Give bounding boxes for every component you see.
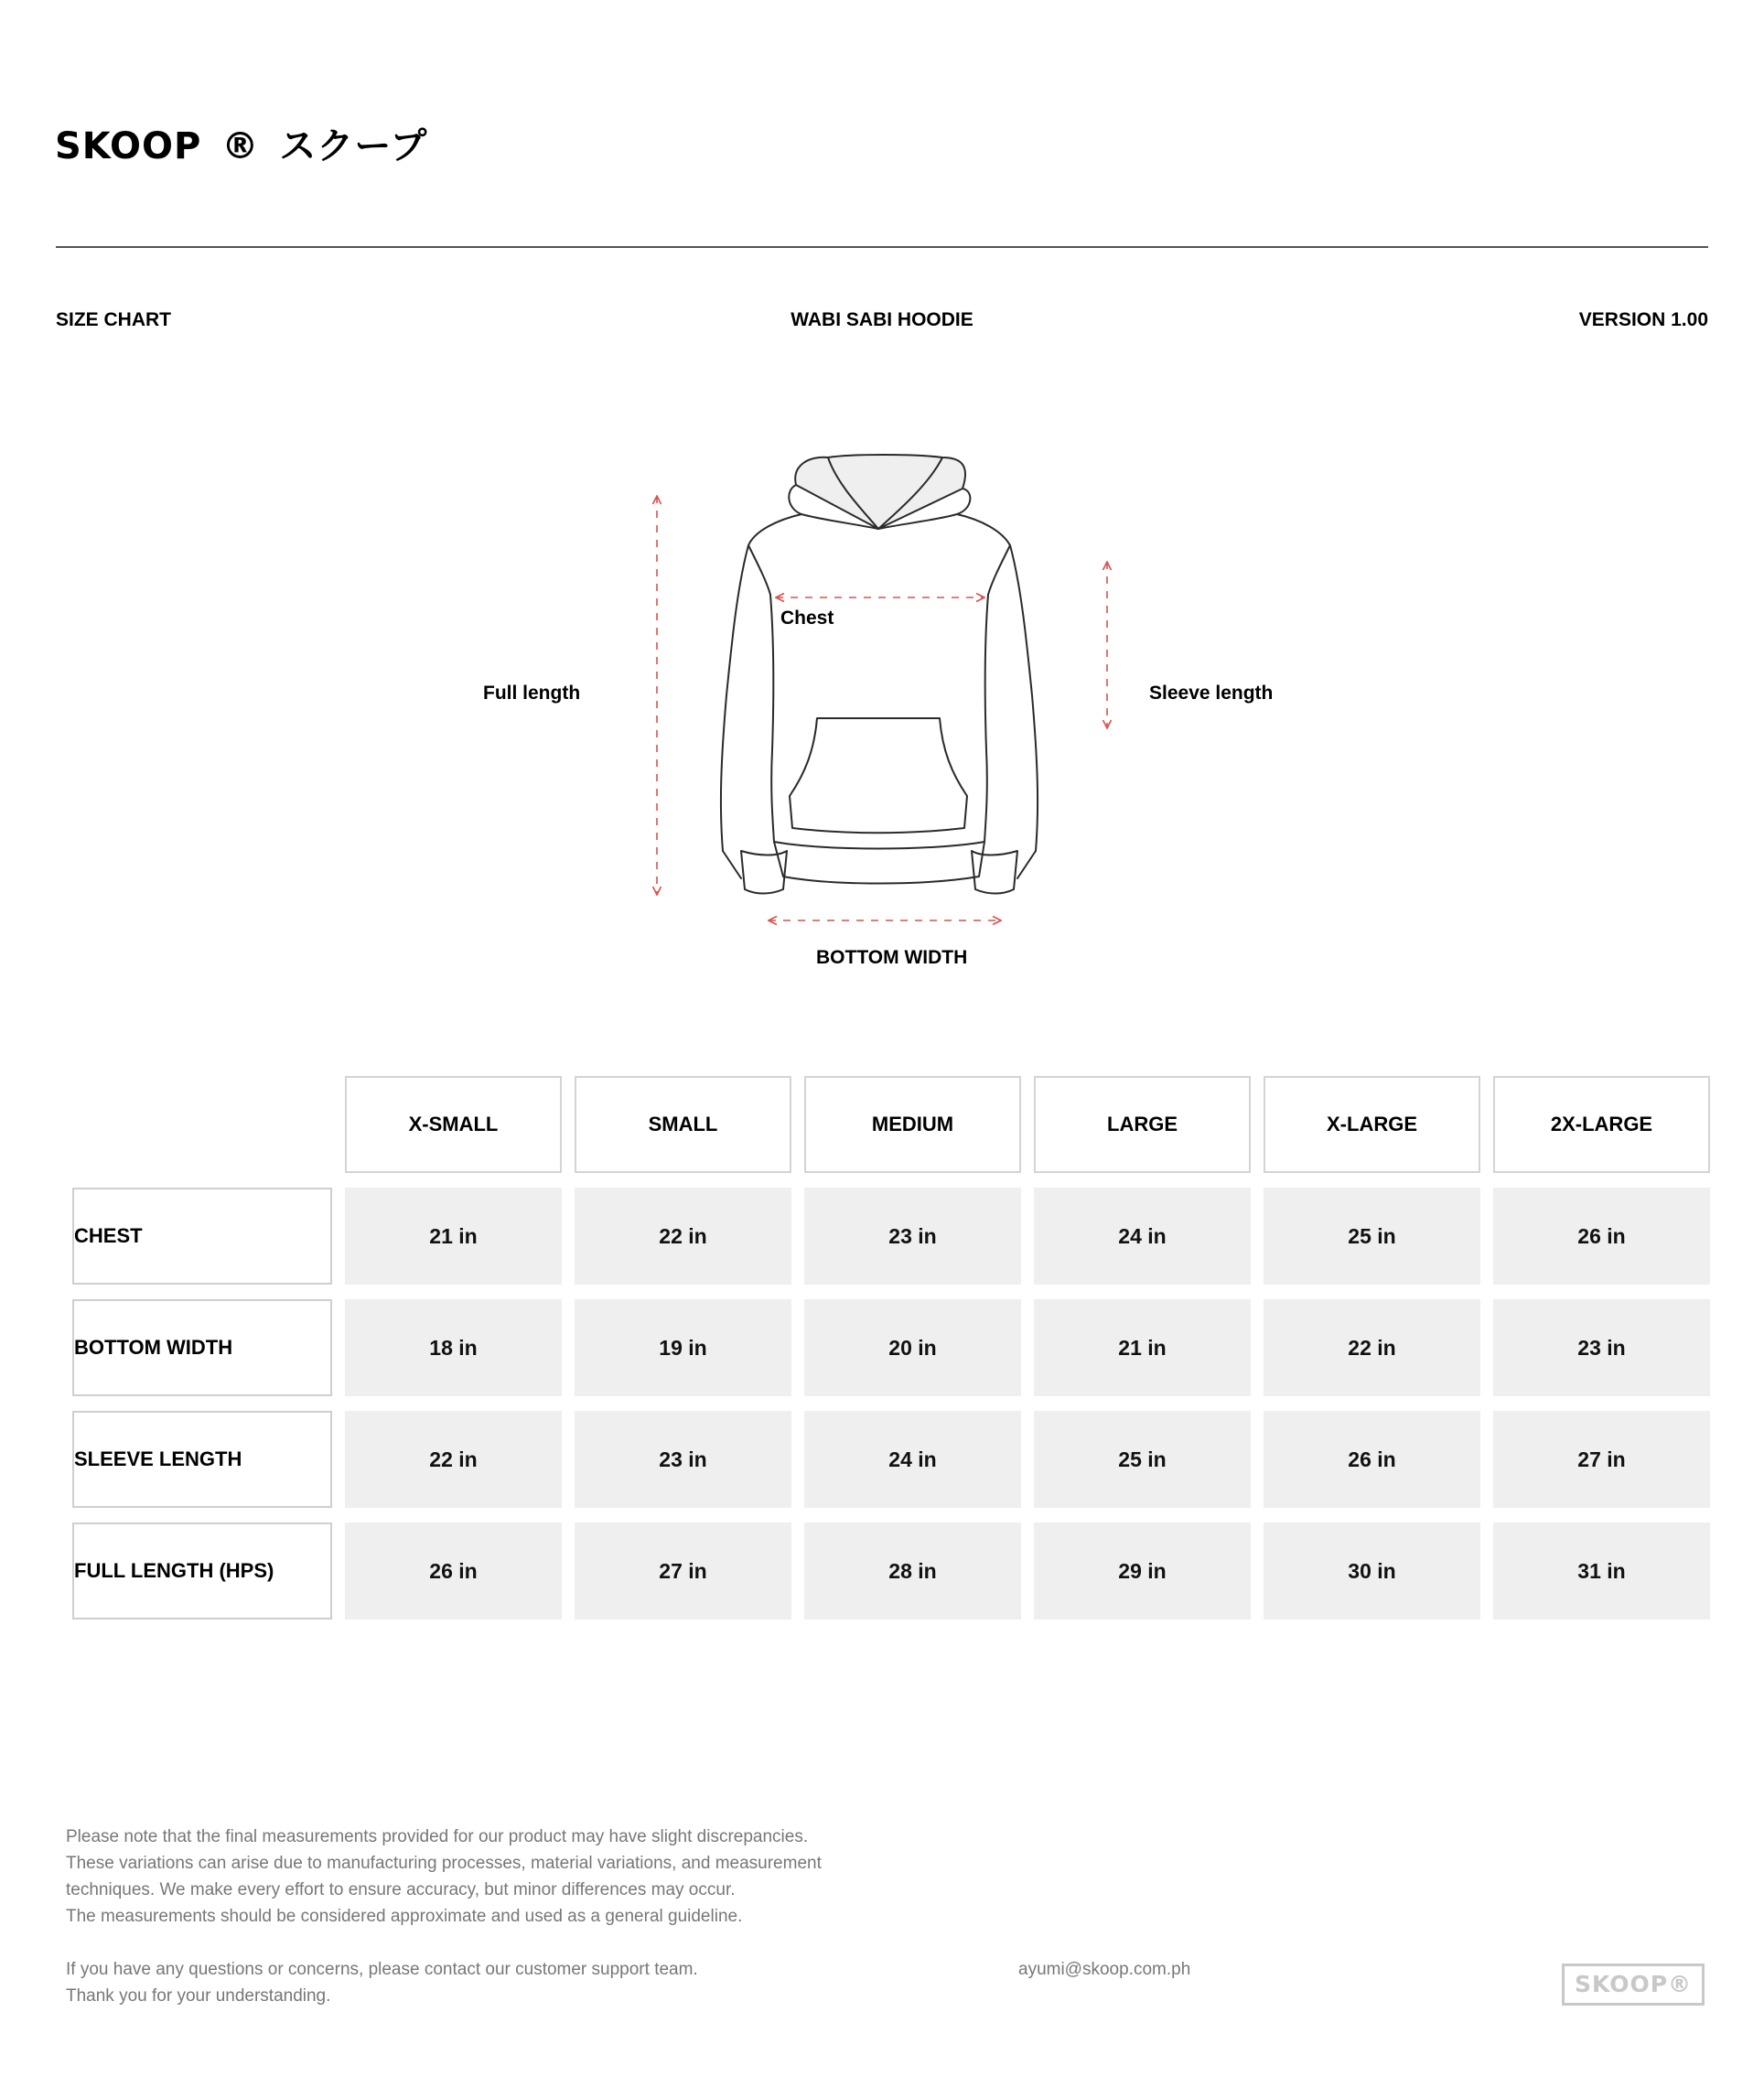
contact-line: Thank you for your understanding. bbox=[66, 1986, 331, 2006]
full-length-label: Full length bbox=[483, 683, 581, 704]
table-cell: 31 in bbox=[1493, 1522, 1710, 1619]
left-cuff bbox=[741, 851, 787, 894]
footer-logo: SKOOP® bbox=[1562, 1964, 1705, 2006]
table-row-full-length bbox=[72, 1522, 1710, 1619]
table-cell: 23 in bbox=[804, 1188, 1021, 1285]
table-cell: 24 in bbox=[804, 1411, 1021, 1508]
table-cell: 26 in bbox=[1264, 1411, 1480, 1508]
chest-label: Chest bbox=[780, 608, 834, 629]
size-chart-table bbox=[59, 1061, 1723, 1634]
contact-text bbox=[66, 1956, 889, 2009]
size-header-2xl: 2X-LARGE bbox=[1493, 1076, 1710, 1173]
sleeve-length-label: Sleeve length bbox=[1149, 683, 1274, 704]
disclaimer-line: techniques. We make every effort to ensure accuracy, but minor differences may occur. bbox=[66, 1880, 736, 1899]
table-row-sleeve-length bbox=[72, 1411, 1710, 1508]
table-cell: 27 in bbox=[575, 1522, 791, 1619]
table-cell: 22 in bbox=[345, 1411, 562, 1508]
bottom-width-label: BOTTOM WIDTH bbox=[816, 947, 968, 968]
table-cell: 28 in bbox=[804, 1522, 1021, 1619]
row-label-full-length: FULL LENGTH (HPS) bbox=[72, 1522, 332, 1619]
table-cell: 26 in bbox=[1493, 1188, 1710, 1285]
table-cell: 20 in bbox=[804, 1299, 1021, 1396]
table-row-bottom-width bbox=[72, 1299, 1710, 1396]
brand-japanese: スクープ bbox=[279, 125, 428, 167]
size-header-l: LARGE bbox=[1034, 1076, 1251, 1173]
table-cell: 24 in bbox=[1034, 1188, 1251, 1285]
table-cell: 22 in bbox=[1264, 1299, 1480, 1396]
kangaroo-pocket bbox=[790, 718, 967, 833]
right-cuff bbox=[972, 851, 1017, 894]
version-label: VERSION 1.00 bbox=[1578, 309, 1708, 330]
brand-name: SKOOP bbox=[55, 125, 202, 167]
hoodie-diagram bbox=[0, 0, 1764, 1006]
table-cell: 25 in bbox=[1034, 1411, 1251, 1508]
table-cell: 22 in bbox=[575, 1188, 791, 1285]
row-label-bottom-width: BOTTOM WIDTH bbox=[72, 1299, 332, 1396]
disclaimer-line: The measurements should be considered approximate and used as a general guideline. bbox=[66, 1907, 743, 1926]
waistband bbox=[774, 842, 984, 884]
doc-type-label: SIZE CHART bbox=[56, 309, 171, 330]
table-cell: 25 in bbox=[1264, 1188, 1480, 1285]
size-header-row bbox=[72, 1076, 1710, 1173]
table-cell: 21 in bbox=[1034, 1299, 1251, 1396]
support-email: ayumi@skoop.com.ph bbox=[1018, 1960, 1191, 1979]
table-row-chest bbox=[72, 1188, 1710, 1285]
table-cell: 21 in bbox=[345, 1188, 562, 1285]
table-cell: 26 in bbox=[345, 1522, 562, 1619]
size-header-xs: X-SMALL bbox=[345, 1076, 562, 1173]
hoodie-illustration bbox=[0, 0, 1764, 1006]
table-cell: 30 in bbox=[1264, 1522, 1480, 1619]
disclaimer-line: Please note that the final measurements provided for our product may have slight discrepancies. bbox=[66, 1827, 809, 1846]
registered-mark: ® bbox=[221, 125, 260, 167]
product-title: WABI SABI HOODIE bbox=[791, 309, 973, 330]
contact-line: If you have any questions or concerns, please contact our customer support team. bbox=[66, 1960, 698, 1979]
disclaimer-text bbox=[66, 1824, 889, 1930]
size-header-s: SMALL bbox=[575, 1076, 791, 1173]
size-header-xl: X-LARGE bbox=[1264, 1076, 1480, 1173]
table-cell: 18 in bbox=[345, 1299, 562, 1396]
table-cell: 23 in bbox=[1493, 1299, 1710, 1396]
table-cell: 27 in bbox=[1493, 1411, 1710, 1508]
size-header-m: MEDIUM bbox=[804, 1076, 1021, 1173]
table-cell: 23 in bbox=[575, 1411, 791, 1508]
table-cell: 19 in bbox=[575, 1299, 791, 1396]
row-label-chest: CHEST bbox=[72, 1188, 332, 1285]
disclaimer-line: These variations can arise due to manufacturing processes, material variations, and measurement bbox=[66, 1854, 822, 1873]
table-corner bbox=[72, 1076, 332, 1173]
table-cell: 29 in bbox=[1034, 1522, 1251, 1619]
row-label-sleeve-length: SLEEVE LENGTH bbox=[72, 1411, 332, 1508]
